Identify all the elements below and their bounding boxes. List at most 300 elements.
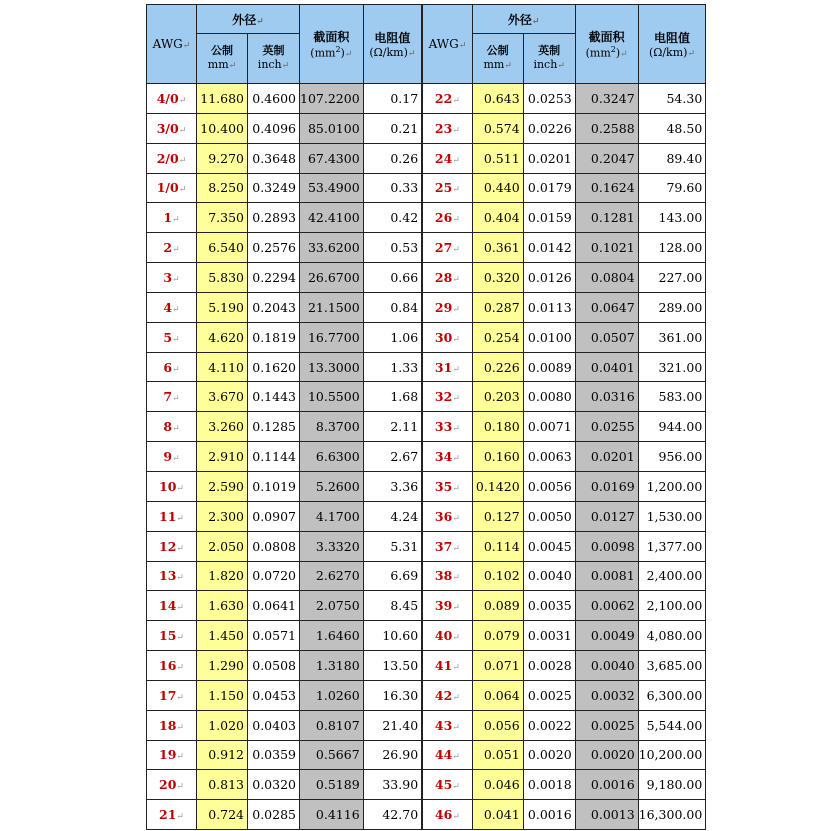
area-cell: 0.0507: [575, 322, 638, 352]
area-cell: 10.5500: [300, 382, 364, 412]
area-cell: 0.0316: [575, 382, 638, 412]
area-cell: 107.2200: [300, 84, 364, 114]
inch-cell: 0.0100: [523, 322, 575, 352]
awg-cell: [422, 561, 472, 591]
table-row: [147, 84, 706, 114]
res-cell: 5,544.00: [638, 710, 706, 740]
res-cell: 8.45: [363, 591, 422, 621]
mm-cell: 5.190: [197, 292, 248, 322]
inch-cell: 0.0720: [248, 561, 300, 591]
res-cell: 0.17: [363, 84, 422, 114]
header-awg-right: AWG↵: [422, 5, 472, 84]
res-cell: 361.00: [638, 322, 706, 352]
res-cell: 79.60: [638, 173, 706, 203]
inch-cell: 0.3249: [248, 173, 300, 203]
awg-cell: [147, 710, 197, 740]
paragraph-mark: ↵: [452, 185, 460, 196]
mm-cell: 0.361: [472, 233, 523, 263]
inch-cell: 0.1019: [248, 471, 300, 501]
area-cell: 26.6700: [300, 263, 364, 293]
res-cell: 0.66: [363, 263, 422, 293]
res-cell: 9,180.00: [638, 770, 706, 800]
res-cell: 2.67: [363, 442, 422, 472]
header-metric-left: 公制 mm↵: [197, 34, 248, 84]
table-body: [147, 84, 706, 830]
inch-cell: 0.0159: [523, 203, 575, 233]
area-cell: 1.0260: [300, 680, 364, 710]
area-cell: 5.2600: [300, 471, 364, 501]
mm-cell: 3.260: [197, 412, 248, 442]
table-row: [147, 143, 706, 173]
paragraph-mark: ↵: [178, 125, 187, 136]
header-outer-diameter-left: 外径↵: [197, 5, 300, 34]
res-cell: 26.90: [363, 740, 422, 770]
paragraph-mark: ↵: [176, 722, 184, 733]
res-cell: 583.00: [638, 382, 706, 412]
mm-cell: 1.150: [197, 680, 248, 710]
table-row: [147, 322, 706, 352]
res-cell: 0.53: [363, 233, 422, 263]
awg-cell: [422, 84, 472, 114]
mm-cell: 1.020: [197, 710, 248, 740]
awg-cell: [422, 382, 472, 412]
area-cell: 0.0062: [575, 591, 638, 621]
area-cell: 2.6270: [300, 561, 364, 591]
awg-wire-gauge-table-container: [146, 4, 706, 830]
awg-value: 46: [434, 807, 453, 823]
inch-cell: 0.0063: [523, 442, 575, 472]
awg-cell: [147, 740, 197, 770]
mm-cell: 2.590: [197, 471, 248, 501]
paragraph-mark: ↵: [452, 812, 460, 823]
awg-value: 3/0: [156, 120, 179, 136]
awg-cell: [422, 680, 472, 710]
mm-cell: 4.110: [197, 352, 248, 382]
inch-cell: 0.0907: [248, 501, 300, 531]
mm-cell: 0.574: [472, 113, 523, 143]
res-cell: 0.26: [363, 143, 422, 173]
mm-cell: 0.041: [472, 800, 523, 830]
paragraph-mark: ↵: [172, 394, 180, 405]
inch-cell: 0.0089: [523, 352, 575, 382]
res-cell: 10.60: [363, 621, 422, 651]
mm-cell: 0.102: [472, 561, 523, 591]
area-cell: 0.3247: [575, 84, 638, 114]
mm-cell: 0.287: [472, 292, 523, 322]
paragraph-mark: ↵: [452, 125, 460, 136]
awg-cell: [147, 412, 197, 442]
res-cell: 2.11: [363, 412, 422, 442]
awg-value: 4: [163, 299, 173, 315]
inch-cell: 0.0016: [523, 800, 575, 830]
awg-cell: [147, 263, 197, 293]
area-cell: 0.0098: [575, 531, 638, 561]
awg-value: 41: [434, 657, 453, 673]
awg-value: 3: [163, 269, 173, 285]
mm-cell: 1.450: [197, 621, 248, 651]
table-row: [147, 531, 706, 561]
inch-cell: 0.0179: [523, 173, 575, 203]
mm-cell: 0.180: [472, 412, 523, 442]
awg-cell: [147, 233, 197, 263]
header-imperial-left: 英制 inch↵: [248, 34, 300, 84]
awg-cell: [147, 382, 197, 412]
awg-cell: [147, 770, 197, 800]
res-cell: 10,200.00: [638, 740, 706, 770]
res-cell: 1,377.00: [638, 531, 706, 561]
awg-value: 9: [163, 449, 173, 465]
res-cell: 54.30: [638, 84, 706, 114]
mm-cell: 1.630: [197, 591, 248, 621]
header-area-right: 截面积 $(mm^2)↵$: [575, 5, 638, 84]
awg-cell: [147, 800, 197, 830]
area-cell: 0.0032: [575, 680, 638, 710]
awg-value: 4/0: [156, 90, 179, 106]
inch-cell: 0.0025: [523, 680, 575, 710]
area-cell: 3.3320: [300, 531, 364, 561]
table-row: [147, 740, 706, 770]
area-cell: 0.0169: [575, 471, 638, 501]
mm-cell: 5.830: [197, 263, 248, 293]
awg-cell: [147, 561, 197, 591]
inch-cell: 0.4096: [248, 113, 300, 143]
awg-cell: [147, 292, 197, 322]
table-row: [147, 412, 706, 442]
res-cell: 128.00: [638, 233, 706, 263]
area-cell: 0.0647: [575, 292, 638, 322]
paragraph-mark: ↵: [176, 483, 184, 494]
res-cell: 143.00: [638, 203, 706, 233]
inch-cell: 0.0453: [248, 680, 300, 710]
awg-cell: [147, 442, 197, 472]
table-row: [147, 621, 706, 651]
header-area-left: 截面积 $(mm^2)↵$: [300, 5, 364, 84]
awg-cell: [422, 263, 472, 293]
inch-cell: 0.0050: [523, 501, 575, 531]
area-cell: 8.3700: [300, 412, 364, 442]
awg-cell: [422, 292, 472, 322]
mm-cell: 0.203: [472, 382, 523, 412]
inch-cell: 0.0403: [248, 710, 300, 740]
awg-value: 31: [434, 359, 453, 375]
table-row: [147, 203, 706, 233]
awg-value: 30: [434, 329, 453, 345]
paragraph-mark: ↵: [452, 782, 460, 793]
awg-value: 42: [434, 687, 453, 703]
paragraph-mark: ↵: [172, 334, 180, 345]
table-row: [147, 591, 706, 621]
res-cell: 1,200.00: [638, 471, 706, 501]
inch-cell: 0.0035: [523, 591, 575, 621]
awg-value: 34: [434, 449, 453, 465]
awg-cell: [147, 203, 197, 233]
table-row: [147, 561, 706, 591]
table-row: [147, 233, 706, 263]
inch-cell: 0.0359: [248, 740, 300, 770]
area-cell: 0.5667: [300, 740, 364, 770]
area-cell: 6.6300: [300, 442, 364, 472]
res-cell: 6.69: [363, 561, 422, 591]
awg-value: 17: [159, 687, 177, 703]
awg-cell: [422, 143, 472, 173]
paragraph-mark: ↵: [452, 155, 460, 166]
awg-cell: [422, 740, 472, 770]
header-resistance-right: 电阻值 (Ω/km)↵: [638, 5, 706, 84]
paragraph-mark: ↵: [452, 364, 460, 375]
mm-cell: 11.680: [197, 84, 248, 114]
mm-cell: 0.160: [472, 442, 523, 472]
area-cell: 85.0100: [300, 113, 364, 143]
res-cell: 4.24: [363, 501, 422, 531]
awg-cell: [422, 531, 472, 561]
header-awg-left: AWG↵: [147, 5, 197, 84]
awg-cell: [422, 651, 472, 681]
mm-cell: 0.046: [472, 770, 523, 800]
awg-value: 35: [434, 478, 453, 494]
table-row: [147, 292, 706, 322]
paragraph-mark: ↵: [176, 662, 184, 673]
area-cell: 2.0750: [300, 591, 364, 621]
awg-value: 24: [434, 150, 453, 166]
paragraph-mark: ↵: [452, 573, 460, 584]
awg-cell: [422, 322, 472, 352]
awg-cell: [422, 442, 472, 472]
awg-cell: [147, 471, 197, 501]
mm-cell: 10.400: [197, 113, 248, 143]
paragraph-mark: ↵: [452, 722, 460, 733]
inch-cell: 0.0142: [523, 233, 575, 263]
inch-cell: 0.3648: [248, 143, 300, 173]
res-cell: 289.00: [638, 292, 706, 322]
awg-cell: [422, 770, 472, 800]
inch-cell: 0.0126: [523, 263, 575, 293]
res-cell: 3.36: [363, 471, 422, 501]
paragraph-mark: ↵: [176, 633, 184, 644]
mm-cell: 0.254: [472, 322, 523, 352]
awg-value: 10: [159, 478, 177, 494]
res-cell: 1.06: [363, 322, 422, 352]
inch-cell: 0.2576: [248, 233, 300, 263]
inch-cell: 0.4600: [248, 84, 300, 114]
mm-cell: 0.320: [472, 263, 523, 293]
awg-cell: [422, 113, 472, 143]
res-cell: 21.40: [363, 710, 422, 740]
awg-cell: [147, 591, 197, 621]
paragraph-mark: ↵: [452, 692, 460, 703]
awg-value: 44: [434, 747, 453, 763]
res-cell: 227.00: [638, 263, 706, 293]
inch-cell: 0.0113: [523, 292, 575, 322]
awg-cell: [422, 471, 472, 501]
inch-cell: 0.0018: [523, 770, 575, 800]
res-cell: 1.33: [363, 352, 422, 382]
area-cell: 0.4116: [300, 800, 364, 830]
paragraph-mark: ↵: [176, 543, 184, 554]
awg-value: 1: [163, 210, 173, 226]
awg-cell: [147, 84, 197, 114]
res-cell: 89.40: [638, 143, 706, 173]
awg-cell: [147, 621, 197, 651]
awg-cell: [422, 173, 472, 203]
mm-cell: 0.404: [472, 203, 523, 233]
res-cell: 0.84: [363, 292, 422, 322]
area-cell: 42.4100: [300, 203, 364, 233]
inch-cell: 0.0031: [523, 621, 575, 651]
mm-cell: 0.440: [472, 173, 523, 203]
paragraph-mark: ↵: [452, 752, 460, 763]
res-cell: 0.42: [363, 203, 422, 233]
paragraph-mark: ↵: [452, 334, 460, 345]
table-row: [147, 651, 706, 681]
awg-cell: [147, 352, 197, 382]
awg-value: 20: [159, 777, 177, 793]
res-cell: 0.21: [363, 113, 422, 143]
res-cell: 6,300.00: [638, 680, 706, 710]
mm-cell: 1.290: [197, 651, 248, 681]
table-row: [147, 382, 706, 412]
paragraph-mark: ↵: [178, 155, 187, 166]
awg-cell: [147, 173, 197, 203]
inch-cell: 0.0071: [523, 412, 575, 442]
area-cell: 33.6200: [300, 233, 364, 263]
mm-cell: 0.089: [472, 591, 523, 621]
inch-cell: 0.1443: [248, 382, 300, 412]
res-cell: 0.33: [363, 173, 422, 203]
res-cell: 5.31: [363, 531, 422, 561]
table-header: [147, 5, 706, 84]
inch-cell: 0.0028: [523, 651, 575, 681]
inch-cell: 0.0285: [248, 800, 300, 830]
mm-cell: 0.1420: [472, 471, 523, 501]
mm-cell: 0.813: [197, 770, 248, 800]
area-cell: 0.1624: [575, 173, 638, 203]
awg-cell: [147, 322, 197, 352]
awg-value: 43: [434, 717, 453, 733]
awg-value: 26: [434, 210, 453, 226]
area-cell: 0.0127: [575, 501, 638, 531]
area-cell: 0.0040: [575, 651, 638, 681]
awg-cell: [422, 710, 472, 740]
mm-cell: 0.127: [472, 501, 523, 531]
paragraph-mark: ↵: [172, 245, 180, 256]
paragraph-mark: ↵: [172, 274, 180, 285]
awg-value: 45: [434, 777, 453, 793]
area-cell: 21.1500: [300, 292, 364, 322]
mm-cell: 0.079: [472, 621, 523, 651]
inch-cell: 0.0320: [248, 770, 300, 800]
header-imperial-right: 英制 inch↵: [523, 34, 575, 84]
paragraph-mark: ↵: [452, 454, 460, 465]
mm-cell: 7.350: [197, 203, 248, 233]
mm-cell: 0.912: [197, 740, 248, 770]
awg-value: 37: [434, 538, 453, 554]
paragraph-mark: ↵: [172, 424, 180, 435]
table-row: [147, 263, 706, 293]
paragraph-mark: ↵: [452, 304, 460, 315]
awg-value: 13: [159, 568, 177, 584]
inch-cell: 0.0808: [248, 531, 300, 561]
awg-cell: [422, 352, 472, 382]
awg-cell: [147, 651, 197, 681]
table-row: [147, 770, 706, 800]
paragraph-mark: ↵: [452, 483, 460, 494]
paragraph-mark: ↵: [178, 95, 187, 106]
awg-cell: [422, 501, 472, 531]
awg-value: 27: [434, 240, 453, 256]
mm-cell: 0.071: [472, 651, 523, 681]
awg-value: 2: [163, 240, 173, 256]
area-cell: 0.0804: [575, 263, 638, 293]
inch-cell: 0.1285: [248, 412, 300, 442]
res-cell: 956.00: [638, 442, 706, 472]
area-cell: 1.6460: [300, 621, 364, 651]
paragraph-mark: ↵: [176, 782, 184, 793]
awg-cell: [422, 800, 472, 830]
awg-value: 33: [434, 419, 453, 435]
area-cell: 4.1700: [300, 501, 364, 531]
inch-cell: 0.1144: [248, 442, 300, 472]
awg-cell: [422, 203, 472, 233]
paragraph-mark: ↵: [172, 364, 180, 375]
inch-cell: 0.0045: [523, 531, 575, 561]
paragraph-mark: ↵: [176, 513, 184, 524]
awg-value: 6: [163, 359, 173, 375]
res-cell: 16,300.00: [638, 800, 706, 830]
header-resistance-left: 电阻值 (Ω/km)↵: [363, 5, 422, 84]
awg-value: 15: [159, 628, 177, 644]
inch-cell: 0.0022: [523, 710, 575, 740]
awg-value: 38: [434, 568, 453, 584]
res-cell: 3,685.00: [638, 651, 706, 681]
awg-value: 16: [159, 657, 177, 673]
awg-value: 21: [159, 807, 177, 823]
area-cell: 0.0013: [575, 800, 638, 830]
paragraph-mark: ↵: [452, 95, 460, 106]
mm-cell: 0.511: [472, 143, 523, 173]
area-cell: 0.0025: [575, 710, 638, 740]
res-cell: 4,080.00: [638, 621, 706, 651]
paragraph-mark: ↵: [452, 215, 460, 226]
header-outer-diameter-right: 外径↵: [472, 5, 575, 34]
res-cell: 944.00: [638, 412, 706, 442]
area-cell: 0.0255: [575, 412, 638, 442]
awg-value: 2/0: [156, 150, 179, 166]
area-cell: 0.0020: [575, 740, 638, 770]
mm-cell: 0.051: [472, 740, 523, 770]
inch-cell: 0.1620: [248, 352, 300, 382]
paragraph-mark: ↵: [452, 394, 460, 405]
res-cell: 1,530.00: [638, 501, 706, 531]
area-cell: 0.5189: [300, 770, 364, 800]
inch-cell: 0.0020: [523, 740, 575, 770]
inch-cell: 0.0080: [523, 382, 575, 412]
awg-value: 7: [163, 389, 173, 405]
area-cell: 13.3000: [300, 352, 364, 382]
awg-value: 23: [434, 120, 453, 136]
mm-cell: 0.643: [472, 84, 523, 114]
awg-value: 18: [159, 717, 177, 733]
awg-value: 28: [434, 269, 453, 285]
table-row: [147, 710, 706, 740]
paragraph-mark: ↵: [452, 662, 460, 673]
awg-value: 1/0: [156, 180, 179, 196]
awg-cell: [422, 233, 472, 263]
mm-cell: 2.300: [197, 501, 248, 531]
paragraph-mark: ↵: [452, 513, 460, 524]
area-cell: 1.3180: [300, 651, 364, 681]
table-row: [147, 471, 706, 501]
awg-value: 32: [434, 389, 453, 405]
